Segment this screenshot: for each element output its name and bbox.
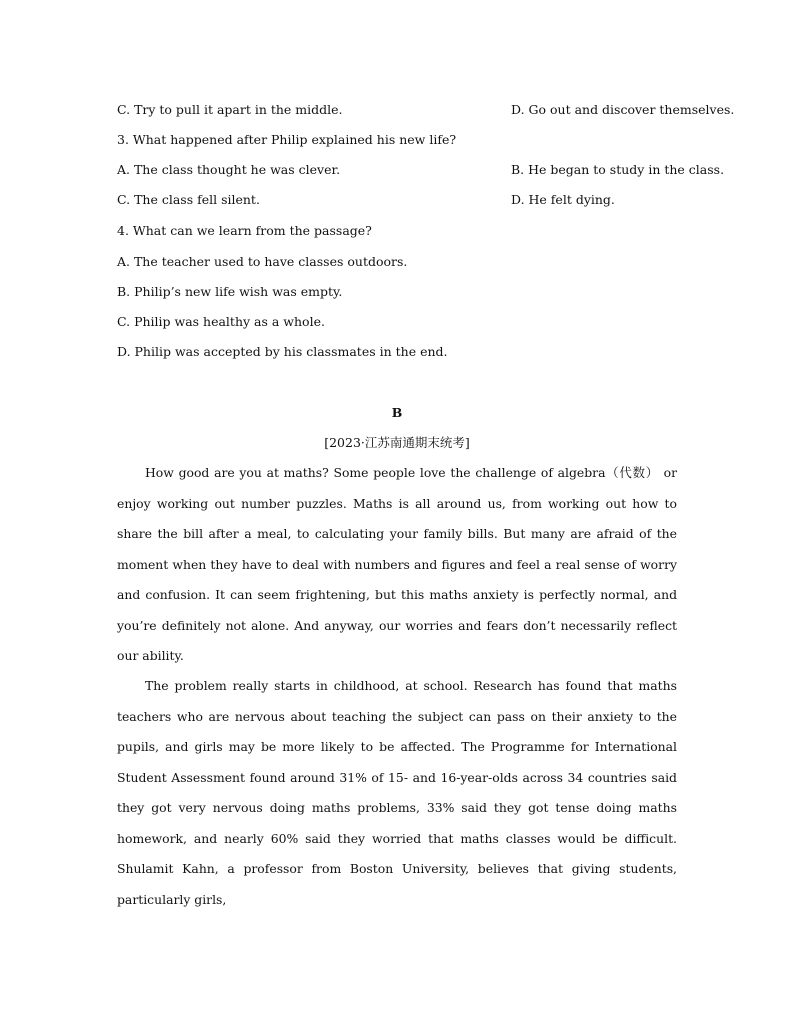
option-3d: D. He felt dying. (511, 192, 615, 207)
option-2d: D. Go out and discover themselves. (511, 102, 735, 117)
option-2c: C. Try to pull it apart in the middle. (117, 102, 343, 117)
question-2-options-cd (117, 102, 735, 118)
option-4d: D. Philip was accepted by his classmates in the end. (117, 344, 448, 359)
question-3-options-ab (117, 162, 725, 178)
option-3c: C. The class fell silent. (117, 192, 260, 207)
option-4a: A. The teacher used to have classes outdoors. (117, 254, 408, 269)
paragraph-2: The problem really starts in childhood, at school. Research has found that maths teachers who are nervous about teaching the subject can pass on their anxiety to the pupils, and girls may be more likely to be affected. The Programme for International Student Assessment found around 31% of 15- and 16-year-olds across 34 countries said they got very nervous doing maths problems, 33% said they got tense doing maths homework, and nearly 60% said they worried that maths classes would be difficult. Shulamit Kahn, a professor from Boston University, believes that giving students, particularly girls, (117, 678, 677, 907)
paragraph-1: How good are you at maths? Some people love the challenge of algebra（代数） or enjoy working out number puzzles. Maths is all around us, from working out how to share the bill after a meal, to calculating your family bills. But many are afraid of the moment when they have to deal with numbers and figures and feel a real sense of worry and confusion. It can seem frightening, but this maths anxiety is perfectly normal, and you’re definitely not alone. And anyway, our worries and fears don’t necessarily reflect our ability. (117, 465, 677, 663)
question-3-stem: 3. What happened after Philip explained his new life? (117, 132, 457, 147)
question-3-options-cd (117, 192, 615, 208)
option-4b: B. Philip’s new life wish was empty. (117, 284, 343, 299)
option-3b: B. He began to study in the class. (511, 162, 725, 177)
question-4-stem: 4. What can we learn from the passage? (117, 223, 372, 238)
section-label: B (391, 405, 403, 420)
option-3a: A. The class thought he was clever. (117, 162, 341, 177)
source-note: [2023·江苏南通期末统考] (324, 435, 470, 450)
option-4c: C. Philip was healthy as a whole. (117, 314, 325, 329)
